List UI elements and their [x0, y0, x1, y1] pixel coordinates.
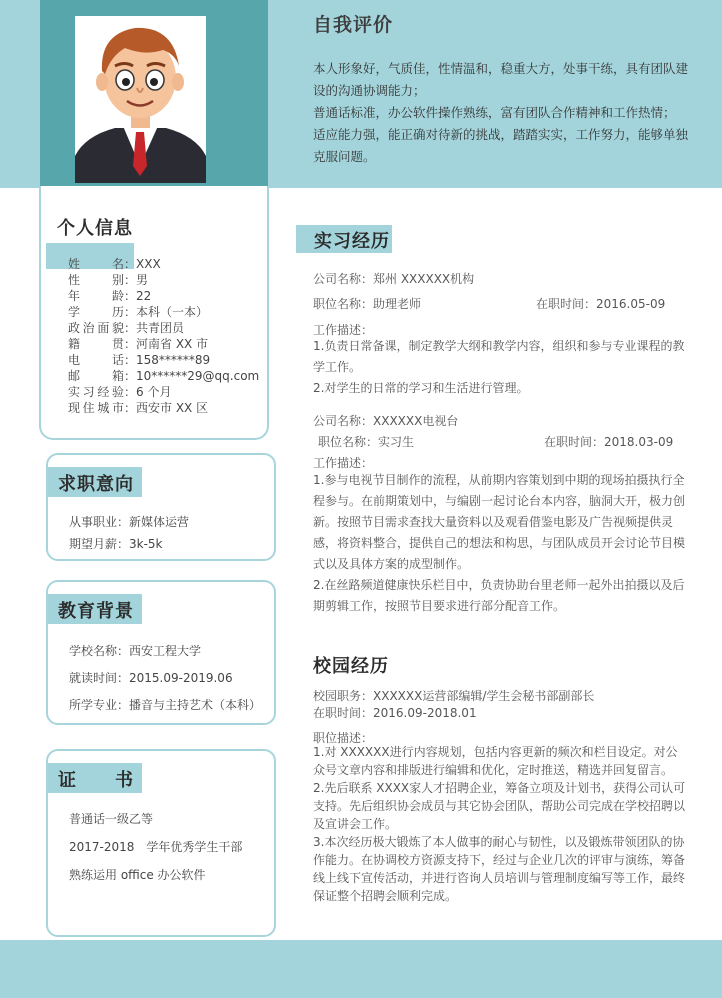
list-item: 3.本次经历极大锻炼了本人做事的耐心与韧性，以及锻炼带领团队的协作能力。在协调校方资源支持下，经过与企业几次的评审与演练，筹备线上线下宣传活动，并进行咨询人员培训与管理制度编写等工作，最终保证整个招聘会顺利完成。	[313, 835, 686, 903]
list-item: 学校名称：西安工程大学	[69, 644, 202, 658]
info-row-email: 邮箱：10******29@qq.com	[68, 369, 260, 383]
job-intent-card	[46, 453, 276, 561]
self-evaluation-line: 本人形象好，气质佳，性情温和，稳重大方，处事干练，具有团队建设的沟通协调能力；	[313, 61, 689, 98]
info-row-political: 政治面貌：共青团员	[68, 321, 185, 335]
info-row-city: 现住城市：西安市 XX 区	[68, 401, 209, 415]
certificates-list	[69, 805, 242, 889]
job2-desc-label: 工作描述：	[313, 456, 374, 470]
job2-company: 公司名称：XXXXXX电视台	[313, 414, 459, 428]
job2-position: 职位名称：实习生	[318, 435, 415, 449]
certificates-card	[46, 749, 276, 937]
internship-title-bar	[296, 225, 392, 253]
list-item: 2.在丝路频道健康快乐栏目中，负责协助台里老师一起外出拍摄以及后期剪辑工作，按照节目要求进行部分配音工作。	[313, 578, 685, 613]
campus-desc-label: 职位描述：	[313, 731, 374, 745]
campus-role: 校园职务：XXXXXX运营部编辑/学生会秘书部副部长	[313, 689, 595, 703]
info-row-hometown: 籍贯：河南省 XX 市	[68, 337, 209, 351]
avatar-illustration-icon	[75, 16, 206, 183]
self-evaluation-title: 自我评价	[313, 14, 394, 36]
certificates-title-bar	[48, 763, 142, 793]
info-row-age: 年龄：22	[68, 289, 152, 303]
campus-desc	[313, 743, 689, 905]
personal-info-list	[68, 256, 259, 416]
list-item: 1.负责日常备课，制定教学大纲和教学内容，组织和参与专业课程的教学工作。	[313, 339, 685, 374]
list-item: 期望月薪：3k-5k	[69, 537, 163, 551]
education-card	[46, 580, 276, 725]
job2-desc	[313, 470, 689, 617]
job1-desc	[313, 336, 689, 399]
certificates-title: 证 书	[58, 770, 134, 791]
job1-position: 职位名称：助理老师	[313, 297, 422, 311]
job-intent-title-bar	[48, 467, 142, 497]
info-row-experience: 实习经验：6 个月	[68, 385, 172, 399]
list-item: 1.参与电视节目制作的流程，从前期内容策划到中期的现场拍摄执行全程参与。在前期策划中，与编剧一起讨论台本内容，脑洞大开，极力创新。按照节目需求查找大量资料以及观看借鉴电影及广告视频提供灵感，将资料整合，提供自己的想法和构思，与团队成员开会讨论节目模式以及具体方案的成型制作。	[313, 473, 686, 571]
job1-period: 在职时间：2016.05-09	[536, 297, 666, 311]
avatar	[75, 16, 206, 183]
personal-info-title: 个人信息	[57, 218, 133, 239]
job1-company: 公司名称：郑州 XXXXXX机构	[313, 272, 475, 286]
list-item: 从事职业：新媒体运营	[69, 515, 190, 529]
education-title: 教育背景	[58, 601, 134, 622]
job2-period: 在职时间：2018.03-09	[544, 435, 674, 449]
self-evaluation-line: 适应能力强，能正确对待新的挑战，踏踏实实，工作努力，能够单独克服问题。	[313, 127, 689, 164]
campus-period: 在职时间：2016.09-2018.01	[313, 706, 477, 720]
list-item: 2.先后联系 XXXX家人才招聘企业，筹备立项及计划书，获得公司认可支持。先后组织协会成员与其它协会团队，帮助公司完成在学校招聘以及宣讲会工作。	[313, 781, 686, 831]
job-intent-title: 求职意向	[58, 474, 134, 495]
job1-desc-label: 工作描述：	[313, 323, 374, 337]
info-row-name: 姓名：XXX	[68, 257, 161, 271]
list-item: 2017-2018 学年优秀学生干部	[69, 840, 243, 854]
list-item: 所学专业：播音与主持艺术（本科）	[69, 698, 262, 712]
info-row-degree: 学历：本科（一本）	[68, 305, 209, 319]
self-evaluation-line: 普通话标准，办公软件操作熟练，富有团队合作精神和工作热情；	[313, 105, 676, 120]
education-title-bar	[48, 594, 142, 624]
list-item: 1.对 XXXXXX进行内容规划，包括内容更新的频次和栏目设定。对公众号文章内容和排版进行编辑和优化，定时推送，精选并回复留言。	[313, 745, 678, 777]
self-evaluation-text	[313, 58, 698, 168]
campus-title: 校园经历	[313, 656, 389, 677]
job-intent-list	[69, 511, 189, 555]
info-row-phone: 电话：158******89	[68, 353, 211, 367]
info-row-gender: 性别：男	[68, 273, 149, 287]
list-item: 就读时间：2015.09-2019.06	[69, 671, 233, 685]
education-list	[69, 638, 261, 719]
list-item: 2.对学生的日常的学习和生活进行管理。	[313, 381, 529, 395]
list-item: 熟练运用 office 办公软件	[69, 868, 206, 882]
internship-title: 实习经历	[314, 231, 390, 252]
list-item: 普通话一级乙等	[69, 812, 154, 826]
footer-band	[0, 940, 722, 998]
